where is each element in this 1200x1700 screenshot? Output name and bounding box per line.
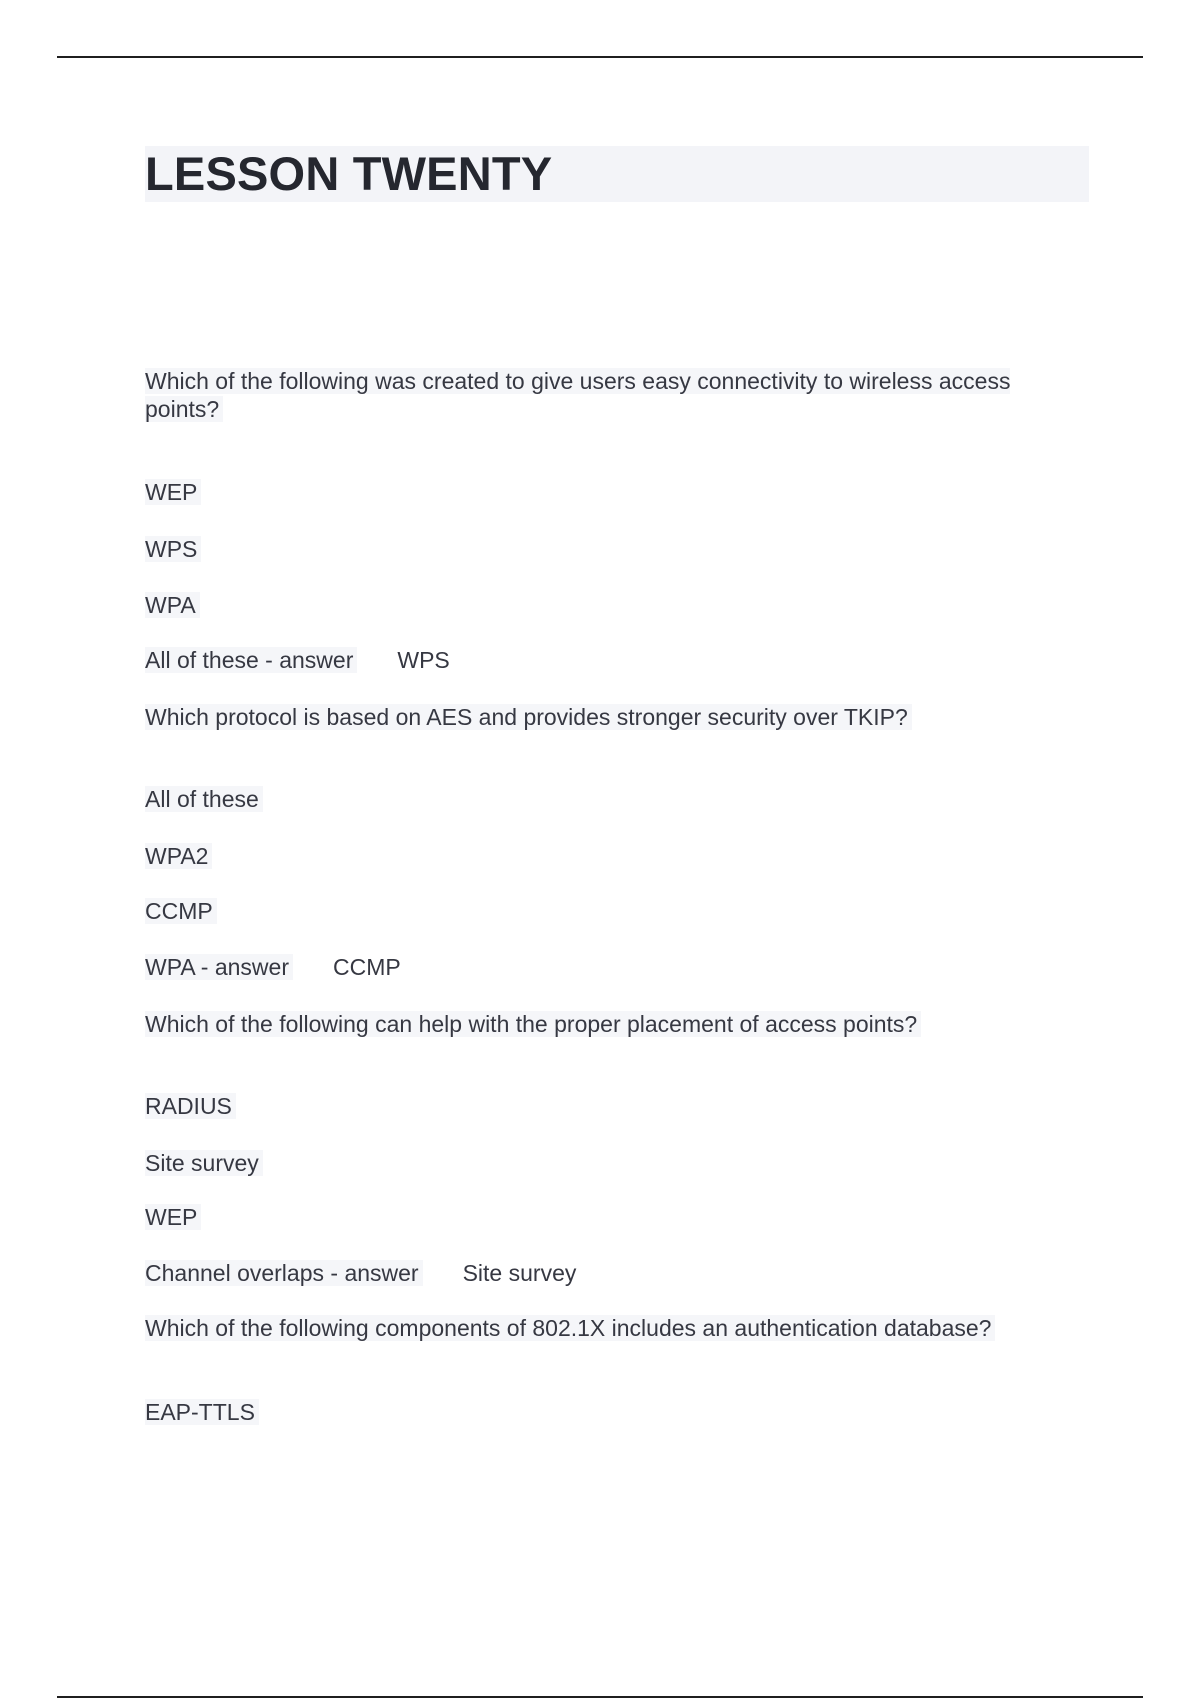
question-3-option-2: Site survey [145, 1149, 263, 1177]
question-3-option-3: WEP [145, 1203, 201, 1231]
question-4-text: Which of the following components of 802.1X includes an authentication database? [145, 1315, 995, 1341]
question-4 [145, 1314, 995, 1342]
question-2-option-1: All of these [145, 785, 263, 813]
question-3 [145, 1010, 921, 1038]
question-3-answer: Site survey [462, 1260, 577, 1286]
question-1-text: Which of the following was created to give users easy connectivity to wireless access points? [145, 368, 1011, 422]
question-1-option-3: WPA [145, 591, 200, 619]
page-title: LESSON TWENTY [145, 147, 553, 200]
question-3-option-1: RADIUS [145, 1092, 236, 1120]
question-2-text: Which protocol is based on AES and provides stronger security over TKIP? [145, 704, 912, 730]
question-3-text: Which of the following can help with the proper placement of access points? [145, 1011, 921, 1037]
question-1-option-1: WEP [145, 478, 201, 506]
question-2-option-3: CCMP [145, 897, 217, 925]
question-2-answer: CCMP [333, 954, 401, 980]
question-4-option-1: EAP-TTLS [145, 1398, 259, 1426]
question-3-option-4: Channel overlaps - answer Site survey [145, 1260, 577, 1286]
bottom-rule [57, 1696, 1143, 1698]
question-2 [145, 703, 912, 731]
question-1-answer: WPS [397, 647, 450, 673]
question-1 [145, 367, 1075, 423]
question-2-option-4: WPA - answer CCMP [145, 954, 401, 980]
question-1-option-4: All of these - answer WPS [145, 647, 450, 673]
question-2-option-2: WPA2 [145, 842, 212, 870]
top-rule [57, 56, 1143, 58]
question-1-option-2: WPS [145, 535, 201, 563]
